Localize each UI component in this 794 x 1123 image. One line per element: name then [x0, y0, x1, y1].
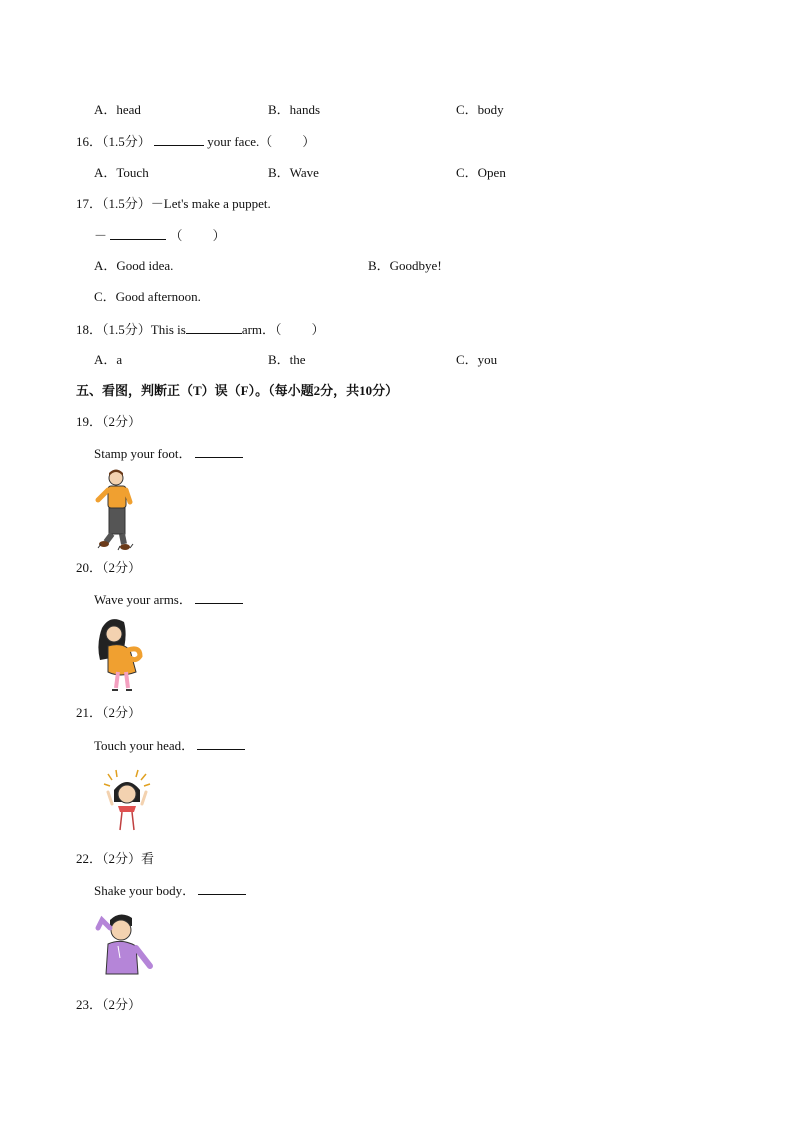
q19-sentence-line: [94, 445, 243, 462]
q18-option-b[interactable]: B．the: [268, 352, 306, 367]
q18-option-c[interactable]: C．you: [456, 352, 498, 367]
q16-option-b[interactable]: B．Wave: [268, 165, 319, 180]
q22-sentence: Shake your body．: [94, 883, 196, 898]
q20-sentence-line: [94, 591, 243, 608]
question-17: [76, 196, 271, 212]
q19-number: 19．（2分）: [76, 414, 142, 429]
q18-number: 18．（1.5分）: [76, 322, 151, 337]
q18-blank[interactable]: [186, 321, 242, 334]
q16-option-a[interactable]: A．Touch: [94, 165, 149, 180]
q23-number: 23．（2分）: [76, 997, 142, 1012]
q15-option-a[interactable]: A．head: [94, 102, 141, 117]
q17-option-a[interactable]: A．Good idea.: [94, 258, 174, 273]
q17-open-paren: （: [169, 228, 183, 243]
q17-option-b[interactable]: B．Goodbye!: [368, 258, 442, 273]
girl-waving-arms-image: [96, 616, 146, 694]
q20-sentence: Wave your arms．: [94, 592, 192, 607]
q19-sentence: Stamp your foot．: [94, 446, 192, 461]
q17-close-paren: ）: [212, 228, 226, 243]
boy-shaking-body-image: [94, 910, 156, 980]
q19-blank[interactable]: [195, 445, 243, 458]
q22-sentence-line: [94, 882, 246, 899]
q16-option-c[interactable]: C．Open: [456, 165, 506, 180]
q16-close: ）: [302, 134, 316, 149]
girl-touching-head-image: [100, 768, 154, 832]
q20-number: 20．（2分）: [76, 560, 142, 575]
q18-close: ）: [311, 322, 325, 337]
q18-text-after: arm．（: [241, 322, 282, 337]
question-16: [76, 133, 315, 150]
q15-option-b[interactable]: B．hands: [268, 102, 321, 117]
question-18: [76, 321, 325, 338]
q21-sentence: Touch your head．: [94, 738, 195, 753]
q20-blank[interactable]: [195, 591, 243, 604]
q17-dash: －: [94, 228, 108, 243]
q21-blank[interactable]: [197, 737, 245, 750]
q22-blank[interactable]: [198, 882, 246, 895]
q17-answer-line: [94, 227, 226, 244]
q17-blank[interactable]: [110, 227, 166, 240]
section-5-heading: 五、看图，判断正（T）误（F）。（每小题2分，共10分）: [76, 383, 399, 398]
q21-number: 21．（2分）: [76, 705, 142, 720]
q18-text-before: This is: [150, 322, 186, 337]
q21-sentence-line: [94, 737, 245, 754]
q16-blank[interactable]: [154, 133, 204, 146]
q16-number: 16．（1.5分）: [76, 134, 151, 149]
boy-stamping-foot-image: [94, 468, 136, 552]
q18-option-a[interactable]: A．a: [94, 352, 123, 367]
q22-number: 22．（2分）看: [76, 851, 155, 866]
q17-option-c[interactable]: C．Good afternoon.: [94, 289, 201, 304]
q17-number: 17．（1.5分）: [76, 196, 151, 211]
q17-prompt: －Let's make a puppet.: [150, 196, 271, 211]
q15-option-c[interactable]: C．body: [456, 102, 504, 117]
q16-text: your face.（: [207, 134, 273, 149]
